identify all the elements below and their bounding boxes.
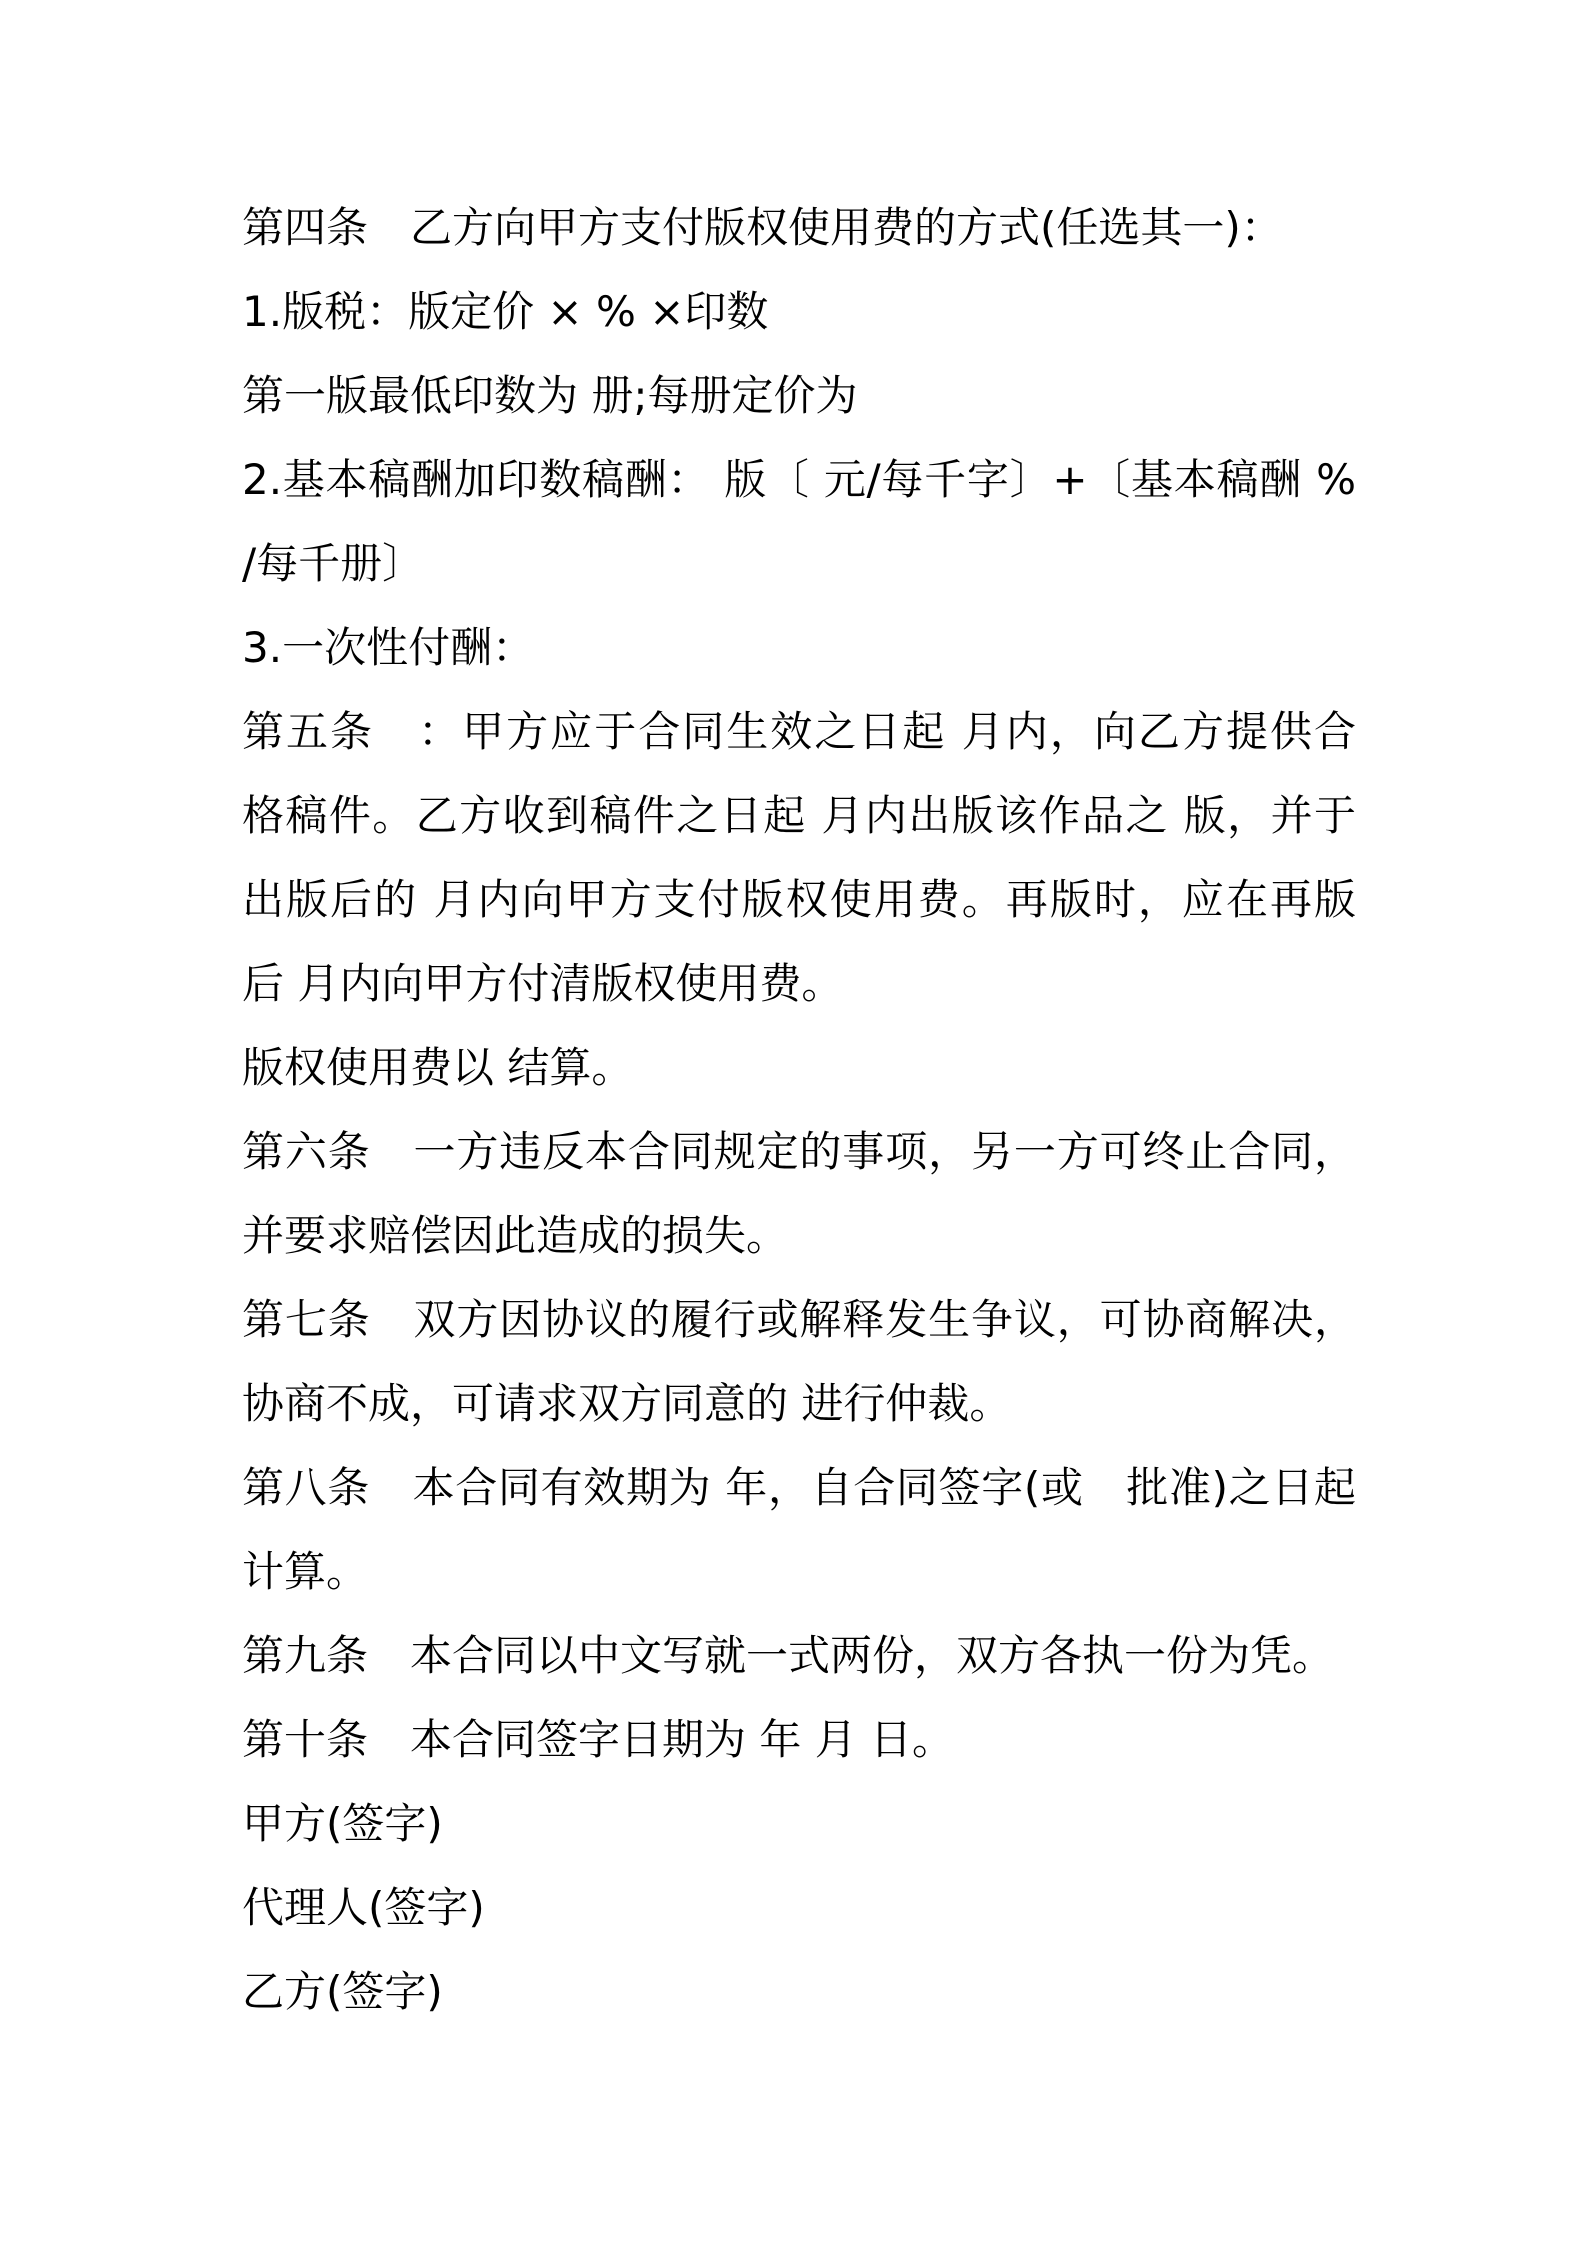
agent-signature: [242, 1866, 1356, 1950]
text-line: 第五条 ：甲方应于合同生效之日起 月内，向乙方提供合: [242, 707, 1356, 756]
text-line: 3.一次性付酬：: [242, 623, 535, 672]
party-a-signature: [242, 1782, 1356, 1866]
text-line: 第九条 本合同以中文写就一式两份，双方各执一份为凭。: [242, 1631, 1335, 1680]
text-line: /每千册〕: [242, 539, 425, 588]
clause-8: [242, 1446, 1356, 1614]
clause-7: [242, 1278, 1356, 1446]
royalty-option-3: [242, 606, 1356, 690]
text-line: 第六条 一方违反本合同规定的事项，另一方可终止合同，: [242, 1127, 1356, 1176]
text-line: 第八条 本合同有效期为 年，自合同签字(或 批准)之日起: [242, 1463, 1356, 1512]
text-line: 代理人(签字): [242, 1883, 485, 1932]
clause-6: [242, 1110, 1356, 1278]
royalty-option-2: [242, 438, 1356, 606]
clause-5: [242, 690, 1356, 1026]
royalty-option-1: [242, 270, 1356, 354]
text-line: 第七条 双方因协议的履行或解释发生争议，可协商解决，: [242, 1295, 1356, 1344]
clause-9: [242, 1614, 1356, 1698]
text-line: 并要求赔偿因此造成的损失。: [242, 1211, 789, 1260]
text-line: 第十条 本合同签字日期为 年 月 日。: [242, 1715, 955, 1764]
text-line: 1.版税：版定价 × % ×印数: [242, 287, 769, 336]
text-line: 协商不成，可请求双方同意的 进行仲裁。: [242, 1379, 1012, 1428]
settlement-line: [242, 1026, 1356, 1110]
text-line: 2.基本稿酬加印数稿酬： 版〔 元/每千字〕+〔基本稿酬 %: [242, 455, 1356, 504]
text-line: 甲方(签字): [242, 1799, 443, 1848]
text-line: 第一版最低印数为 册;每册定价为: [242, 371, 858, 420]
clause-4-heading: [242, 186, 1356, 270]
text-line: 出版后的 月内向甲方支付版权使用费。再版时，应在再版: [242, 875, 1356, 924]
text-line: 第四条 乙方向甲方支付版权使用费的方式(任选其一)：: [242, 203, 1283, 252]
text-line: 乙方(签字): [242, 1967, 443, 2016]
text-line: 版权使用费以 结算。: [242, 1043, 634, 1092]
text-line: 格稿件。乙方收到稿件之日起 月内出版该作品之 版，并于: [242, 791, 1356, 840]
clause-10: [242, 1698, 1356, 1782]
text-line: 后 月内向甲方付清版权使用费。: [242, 959, 844, 1008]
minimum-print-run-line: [242, 354, 1356, 438]
text-line: 计算。: [242, 1547, 369, 1596]
contract-body: [242, 186, 1356, 2034]
party-b-signature: [242, 1950, 1356, 2034]
